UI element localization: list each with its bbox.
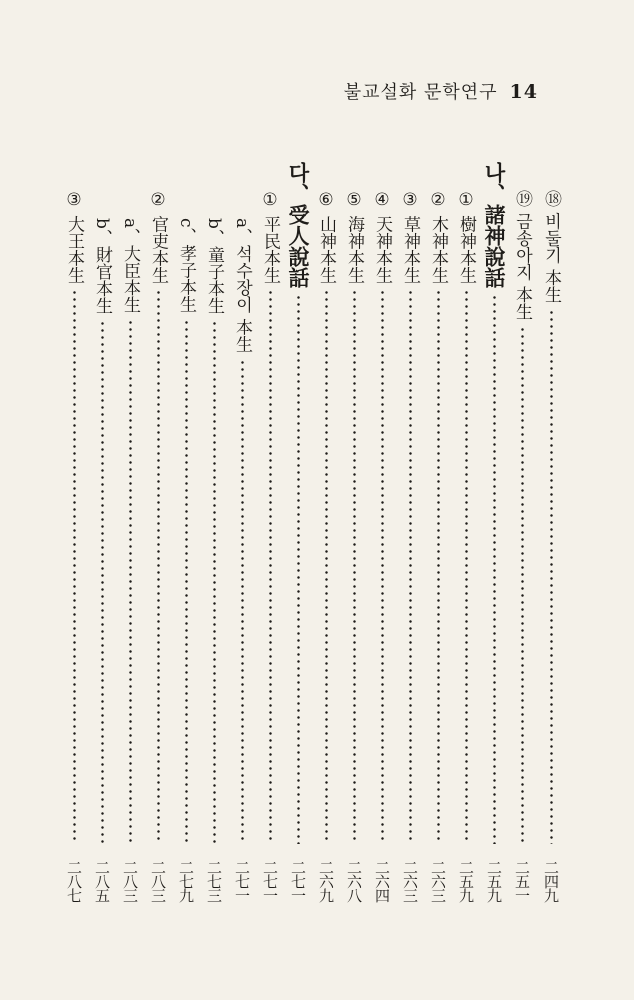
toc-entry (200, 190, 228, 902)
toc-entry-page: 二七一 (289, 860, 307, 902)
header-page-number: 14 (509, 81, 538, 103)
toc-entry-title: b、童子本生 (204, 218, 224, 314)
toc-entry (508, 190, 536, 902)
dot-leader (353, 289, 356, 844)
toc-entry-page: 二七三 (205, 860, 223, 902)
toc-entry-page: 二六四 (373, 860, 391, 902)
toc-entry (424, 190, 452, 902)
toc-entry (228, 190, 256, 902)
dot-leader (409, 289, 412, 844)
toc-entry-title: a、석수장이 本生 (232, 218, 252, 353)
toc-entry-page: 二八三 (121, 860, 139, 902)
toc-entry-page: 二五九 (457, 860, 475, 902)
dot-leader (297, 294, 300, 844)
toc-entry-title: ③ 草神本生 (400, 190, 420, 284)
toc-entry-title: ⑤ 海神本生 (344, 190, 364, 284)
toc-entry (116, 190, 144, 902)
toc-entry (537, 190, 565, 902)
toc-entry (396, 190, 424, 902)
toc-entry-title: a、大臣本生 (120, 218, 140, 314)
dot-leader (325, 289, 328, 844)
dot-leader (465, 289, 468, 844)
toc-entry (452, 190, 480, 902)
toc-entry-title: ⑲ 금송아지 本生 (512, 190, 532, 320)
toc-entry-title: ③ 大王本生 (64, 190, 84, 284)
toc-entry (60, 190, 88, 902)
dot-leader (73, 289, 76, 844)
toc-entry-page: 二七一 (233, 860, 251, 902)
toc-section (284, 162, 312, 902)
toc-entry (256, 190, 284, 902)
dot-leader (521, 326, 524, 844)
dot-leader (129, 319, 132, 844)
dot-leader (241, 359, 244, 844)
toc-entry-title: ⑥ 山神本生 (316, 190, 336, 284)
toc-entry (312, 190, 340, 902)
toc-entry-title: c、孝子本生 (176, 218, 196, 313)
toc-entry-title: ① 平民本生 (260, 190, 280, 284)
dot-leader (437, 289, 440, 844)
toc-section (480, 162, 508, 902)
toc-entry-page: 二六三 (429, 860, 447, 902)
dot-leader (269, 289, 272, 844)
toc-entry-page: 二七一 (261, 860, 279, 902)
toc-entry-page: 二七九 (177, 860, 195, 902)
toc-entry-page: 二五九 (485, 860, 503, 902)
toc-entry-title: ① 樹神本生 (456, 190, 476, 284)
toc-entry (340, 190, 368, 902)
toc-entry-title: ④ 天神本生 (372, 190, 392, 284)
toc-entry-page: 二八五 (93, 860, 111, 902)
toc-entry-page: 二八三 (149, 860, 167, 902)
header-title: 불교설화 문학연구 (343, 82, 498, 103)
dot-leader (550, 309, 553, 844)
toc-entry-title: 나、諸神說話 (482, 162, 507, 288)
toc-entry-title: ② 官吏本生 (148, 190, 168, 284)
toc-entry-title: ⑱ 비둘기 本生 (541, 190, 561, 303)
toc-entry-page: 二八七 (65, 860, 83, 902)
dot-leader (185, 319, 188, 844)
dot-leader (213, 320, 216, 844)
toc-entry-title: 다、受人說話 (286, 162, 311, 288)
toc-entry-page: 二五一 (513, 860, 531, 902)
toc-entry (144, 190, 172, 902)
toc-entry-page: 二六八 (345, 860, 363, 902)
dot-leader (101, 320, 104, 844)
toc-entry-page: 二六九 (317, 860, 335, 902)
toc-entry (368, 190, 396, 902)
dot-leader (381, 289, 384, 844)
toc-entry (88, 190, 116, 902)
toc-entry-title: b、財官本生 (92, 218, 112, 314)
dot-leader (493, 294, 496, 844)
dot-leader (157, 289, 160, 844)
toc-entry-page: 二六三 (401, 860, 419, 902)
toc-entry-title: ② 木神本生 (428, 190, 448, 284)
toc-entry (172, 190, 200, 902)
toc-entry-page: 二四九 (542, 860, 560, 902)
